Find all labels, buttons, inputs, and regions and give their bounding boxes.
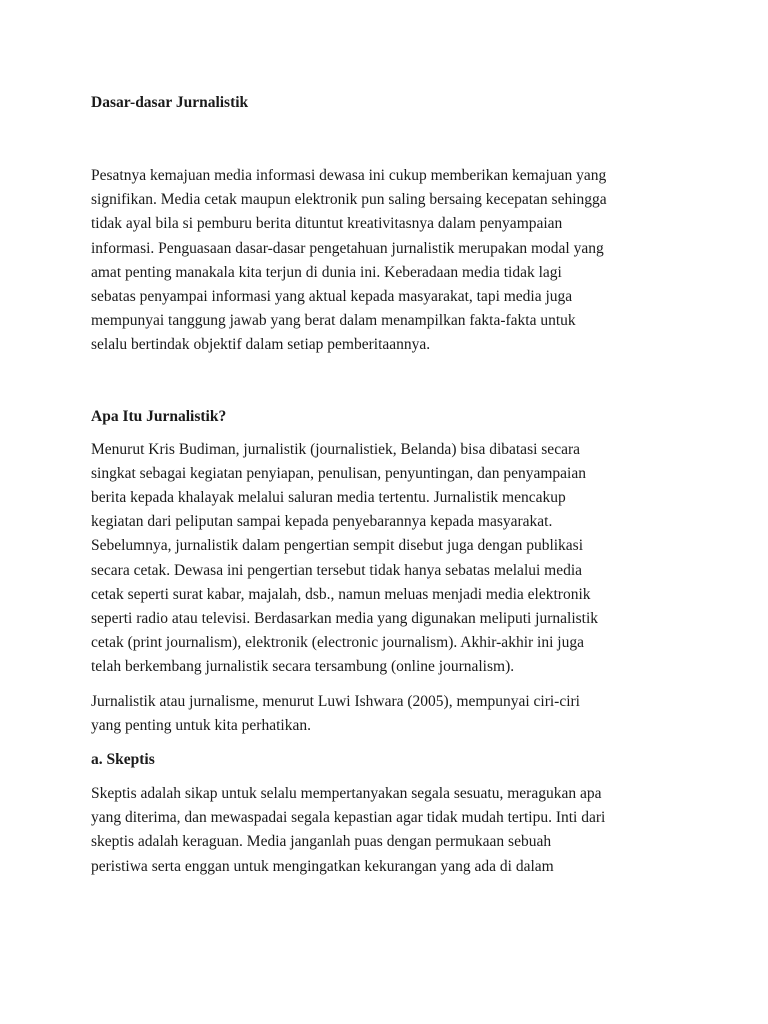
definition-line: cetak (print journalism), elektronik (electronic journalism). Akhir-akhir ini juga	[91, 634, 584, 652]
definition-line: singkat sebagai kegiatan penyiapan, penulisan, penyuntingan, dan penyampaian	[91, 464, 586, 482]
skeptis-line: peristiwa serta enggan untuk mengingatkan kekurangan yang ada di dalam	[91, 857, 554, 875]
definition-paragraph	[91, 438, 711, 680]
definition-line: Sebelumnya, jurnalistik dalam pengertian sempit disebut juga dengan publikasi	[91, 537, 584, 555]
intro-line: informasi. Penguasaan dasar-dasar pengetahuan jurnalistik merupakan modal yang	[91, 239, 604, 257]
skeptis-paragraph	[91, 782, 711, 879]
intro-line: sebatas penyampai informasi yang aktual kepada masyarakat, tapi media juga	[91, 288, 573, 306]
intro-line: tidak ayal bila si pemburu berita dituntut kreativitasnya dalam penyampaian	[91, 215, 563, 233]
document-page	[91, 91, 711, 879]
skeptis-line: skeptis adalah keraguan. Media janganlah puas dengan permukaan sebuah	[91, 833, 552, 851]
intro-line: Pesatnya kemajuan media informasi dewasa ini cukup memberikan kemajuan yang	[91, 167, 607, 184]
intro-paragraph	[91, 164, 711, 358]
characteristics-intro-line: yang penting untuk kita perhatikan.	[91, 716, 311, 734]
skeptis-line: Skeptis adalah sikap untuk selalu mempertanyakan segala sesuatu, meragukan apa	[91, 785, 602, 803]
intro-line: signifikan. Media cetak maupun elektronik pun saling bersaing kecepatan sehingga	[91, 191, 607, 209]
definition-line: kegiatan dari peliputan sampai kepada penyebarannya kepada masyarakat.	[91, 513, 553, 531]
characteristics-intro-paragraph	[91, 690, 711, 738]
definition-line: telah berkembang jurnalistik secara tersambung (online journalism).	[91, 658, 515, 676]
definition-line: Menurut Kris Budiman, jurnalistik (journalistiek, Belanda) bisa dibatasi secara	[91, 440, 580, 458]
intro-line: selalu bertindak objektif dalam setiap pemberitaannya.	[91, 336, 431, 354]
definition-line: berita kepada khalayak melalui saluran media tertentu. Jurnalistik mencakup	[91, 489, 566, 507]
definition-line: secara cetak. Dewasa ini pengertian tersebut tidak hanya sebatas melalui media	[91, 561, 583, 579]
document-title: Dasar-dasar Jurnalistik	[91, 94, 249, 111]
definition-line: cetak seperti surat kabar, majalah, dsb., namun meluas menjadi media elektronik	[91, 585, 591, 603]
section-heading: Apa Itu Jurnalistik?	[91, 407, 227, 425]
definition-line: seperti radio atau televisi. Berdasarkan media yang digunakan meliputi jurnalistik	[91, 610, 599, 628]
intro-line: amat penting manakala kita terjun di dunia ini. Keberadaan media tidak lagi	[91, 263, 562, 281]
characteristics-intro-line: Jurnalistik atau jurnalisme, menurut Luwi Ishwara (2005), mempunyai ciri-ciri	[91, 692, 580, 710]
skeptis-line: yang diterima, dan mewaspadai segala kepastian agar tidak mudah tertipu. Inti dari	[91, 809, 606, 827]
subheading-skeptis: a. Skeptis	[91, 751, 155, 769]
intro-line: mempunyai tanggung jawab yang berat dalam menampilkan fakta-fakta untuk	[91, 312, 576, 330]
